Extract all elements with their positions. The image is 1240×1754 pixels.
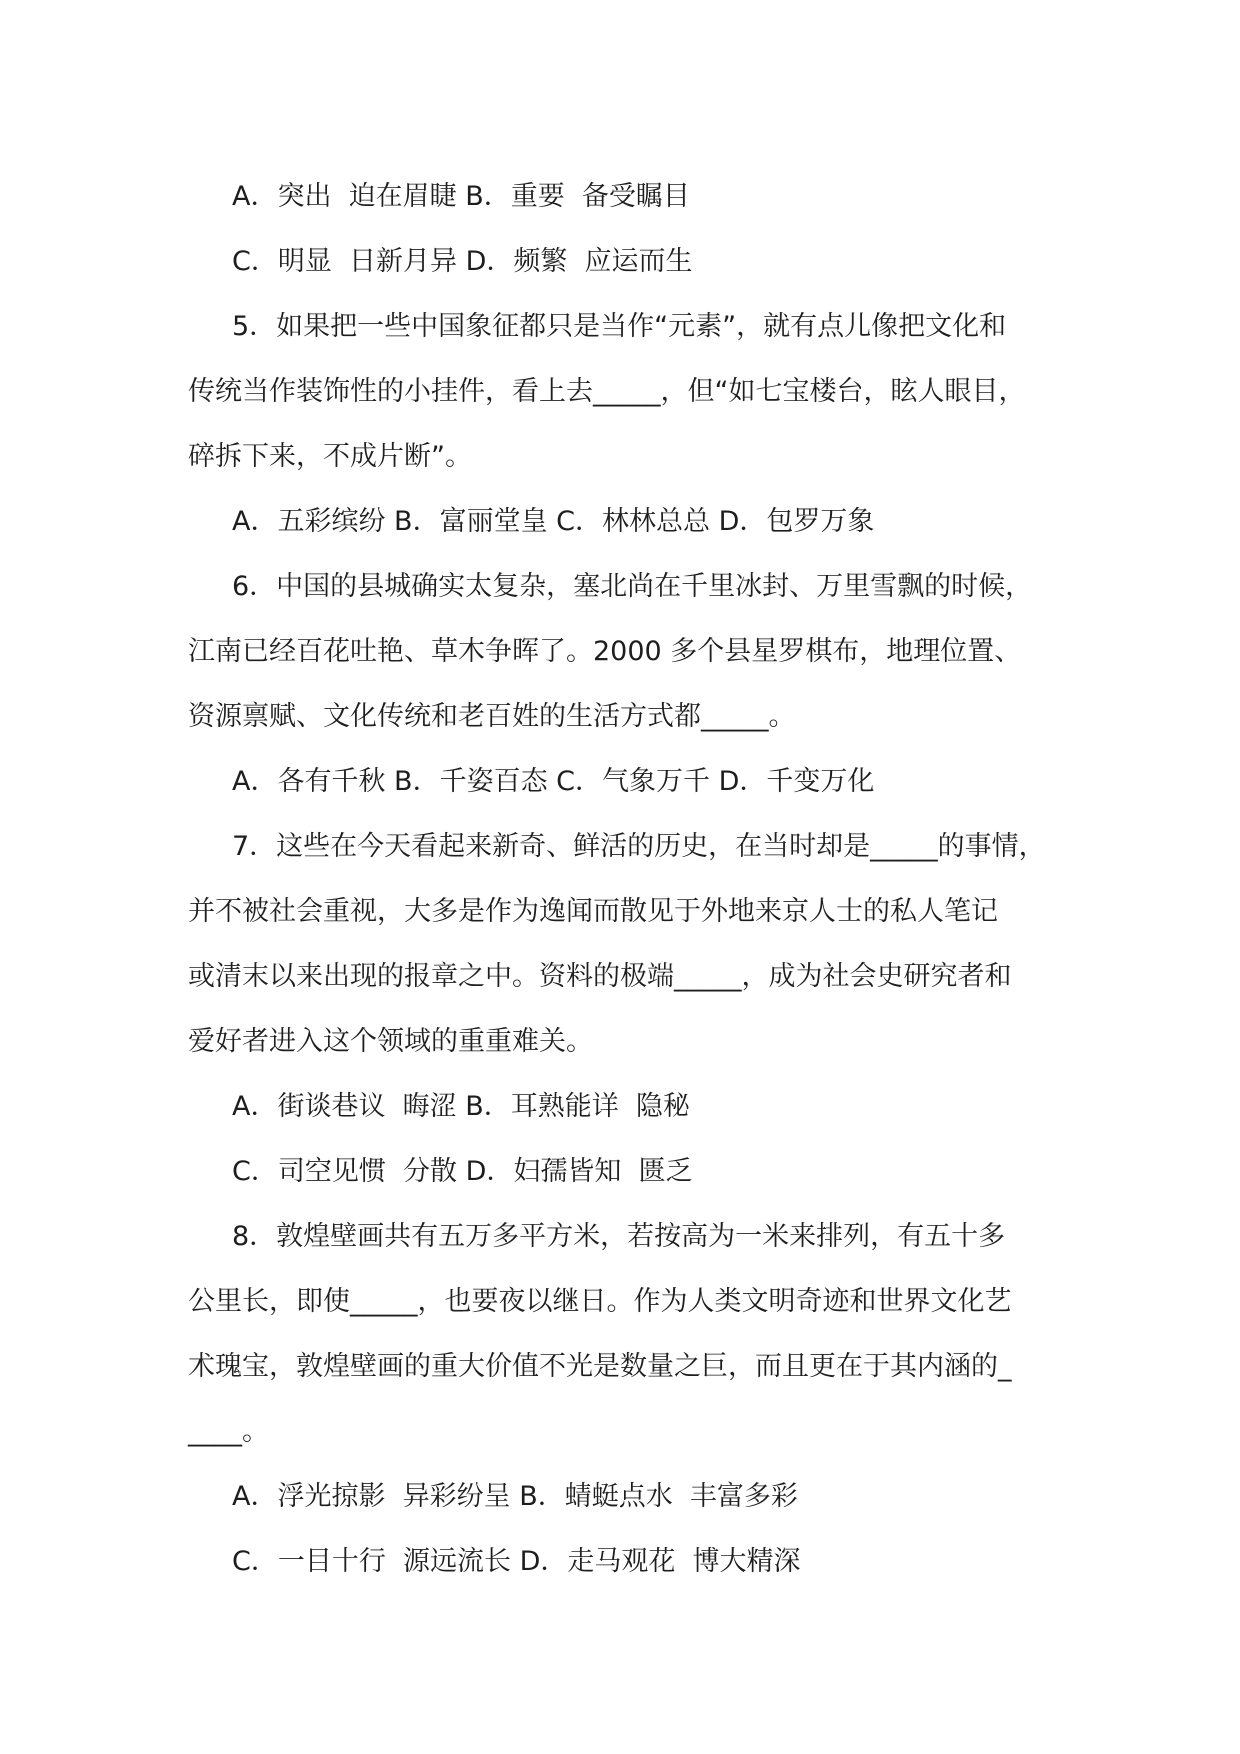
question-6-line: 江南已经百花吐艳、草木争晖了。2000 多个县星罗棋布，地理位置、	[188, 636, 1022, 667]
option-line: C．一目十行 源远流长 D．走马观花 博大精深	[232, 1546, 801, 1577]
option-line: A．浮光掠影 异彩纷呈 B．蜻蜓点水 丰富多彩	[232, 1481, 798, 1512]
question-7-line: 爱好者进入这个领域的重重难关。	[188, 1026, 593, 1057]
option-line: A．各有千秋 B．千姿百态 C．气象万千 D．千变万化	[232, 766, 875, 797]
question-6-line: 资源禀赋、文化传统和老百姓的生活方式都_____。	[188, 701, 796, 732]
option-line: A．突出 迫在眉睫 B．重要 备受瞩目	[232, 181, 690, 212]
question-5-line: 碎拆下来，不成片断”。	[188, 441, 472, 472]
option-line: A．街谈巷议 晦涩 B．耳熟能详 隐秘	[232, 1091, 690, 1122]
question-8-line: 8．敦煌壁画共有五万多平方米，若按高为一米来排列，有五十多	[232, 1221, 1006, 1252]
question-5-line: 传统当作装饰性的小挂件，看上去_____，但“如七宝楼台，眩人眼目，	[188, 376, 1026, 407]
question-5-line: 5．如果把一些中国象征都只是当作“元素”，就有点儿像把文化和	[232, 311, 1007, 342]
option-line: C．明显 日新月异 D．频繁 应运而生	[232, 246, 693, 277]
document-body	[188, 164, 1078, 1594]
question-8-line: ____。	[188, 1416, 269, 1447]
question-8-line: 公里长，即使_____，也要夜以继日。作为人类文明奇迹和世界文化艺	[188, 1286, 1012, 1317]
question-6-line: 6．中国的县城确实太复杂，塞北尚在千里冰封、万里雪飘的时候，	[232, 571, 1033, 602]
option-line: A．五彩缤纷 B．富丽堂皇 C．林林总总 D．包罗万象	[232, 506, 875, 537]
question-7-line: 或清末以来出现的报章之中。资料的极端_____，成为社会史研究者和	[188, 961, 1012, 992]
question-7-line: 7．这些在今天看起来新奇、鲜活的历史，在当时却是_____的事情，	[232, 831, 1046, 862]
question-7-line: 并不被社会重视，大多是作为逸闻而散见于外地来京人士的私人笔记	[188, 896, 998, 927]
question-8-line: 术瑰宝，敦煌壁画的重大价值不光是数量之巨，而且更在于其内涵的_	[188, 1351, 1012, 1382]
option-line: C．司空见惯 分散 D．妇孺皆知 匮乏	[232, 1156, 693, 1187]
